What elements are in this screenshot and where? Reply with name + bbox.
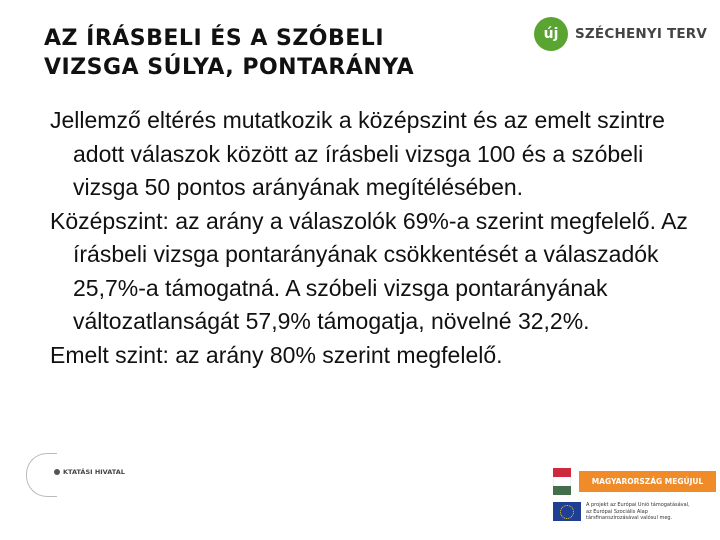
eu-support-line-1: A projekt az Európai Unió támogatásával, <box>586 502 690 508</box>
szechenyi-terv-logo <box>534 14 707 54</box>
eu-support-line-2: az Európai Szociális Alap <box>586 508 648 515</box>
szechenyi-terv-logo-text: SZÉCHENYI TERV <box>575 26 708 42</box>
hungarian-flag-icon <box>553 468 571 495</box>
eu-support-line-3: társfinanszírozásával valósul meg. <box>586 515 673 521</box>
magyarorszag-megujul-text: MAGYARORSZÁG MEGÚJUL <box>579 471 716 492</box>
body-paragraph-2: Középszint: az arány a válaszolók 69%-a szerint megfelelő. Az írásbeli vizsga pontarányának csökkentését a válaszadók 25,7%-a támogatná. A szóbeli vizsga pontarányának változatlanságát 57,9% támogatja, növelné 32,2%. <box>50 207 688 334</box>
oktatasi-hivatal-text: KTATÁSI HIVATAL <box>63 468 125 476</box>
slide-title-line-2: VIZSGA SÚLYA, PONTARÁNYA <box>44 55 415 80</box>
body-paragraph-3: Emelt szint: az arány 80% szerint megfelelő. <box>50 341 503 368</box>
oktatasi-hivatal-arc-icon <box>26 453 57 497</box>
slide-title-line-1: AZ ÍRÁSBELI ÉS A SZÓBELI <box>44 26 385 51</box>
szechenyi-uj-badge-icon: új <box>534 17 568 51</box>
eu-flag-icon <box>553 502 581 521</box>
eu-support-text <box>586 502 690 522</box>
body-paragraph-1: Jellemző eltérés mutatkozik a középszint és az emelt szintre adott válaszok között az írásbeli vizsga 100 és a szóbeli vizsga 50 pontos arányának megítélésében. <box>50 107 665 200</box>
magyarorszag-megujul-logo <box>553 468 716 495</box>
oktatasi-hivatal-logo <box>26 468 125 476</box>
eu-support-logo <box>553 502 690 522</box>
eu-stars-icon <box>560 505 574 519</box>
slide-title <box>44 24 514 82</box>
slide-body <box>50 104 690 372</box>
